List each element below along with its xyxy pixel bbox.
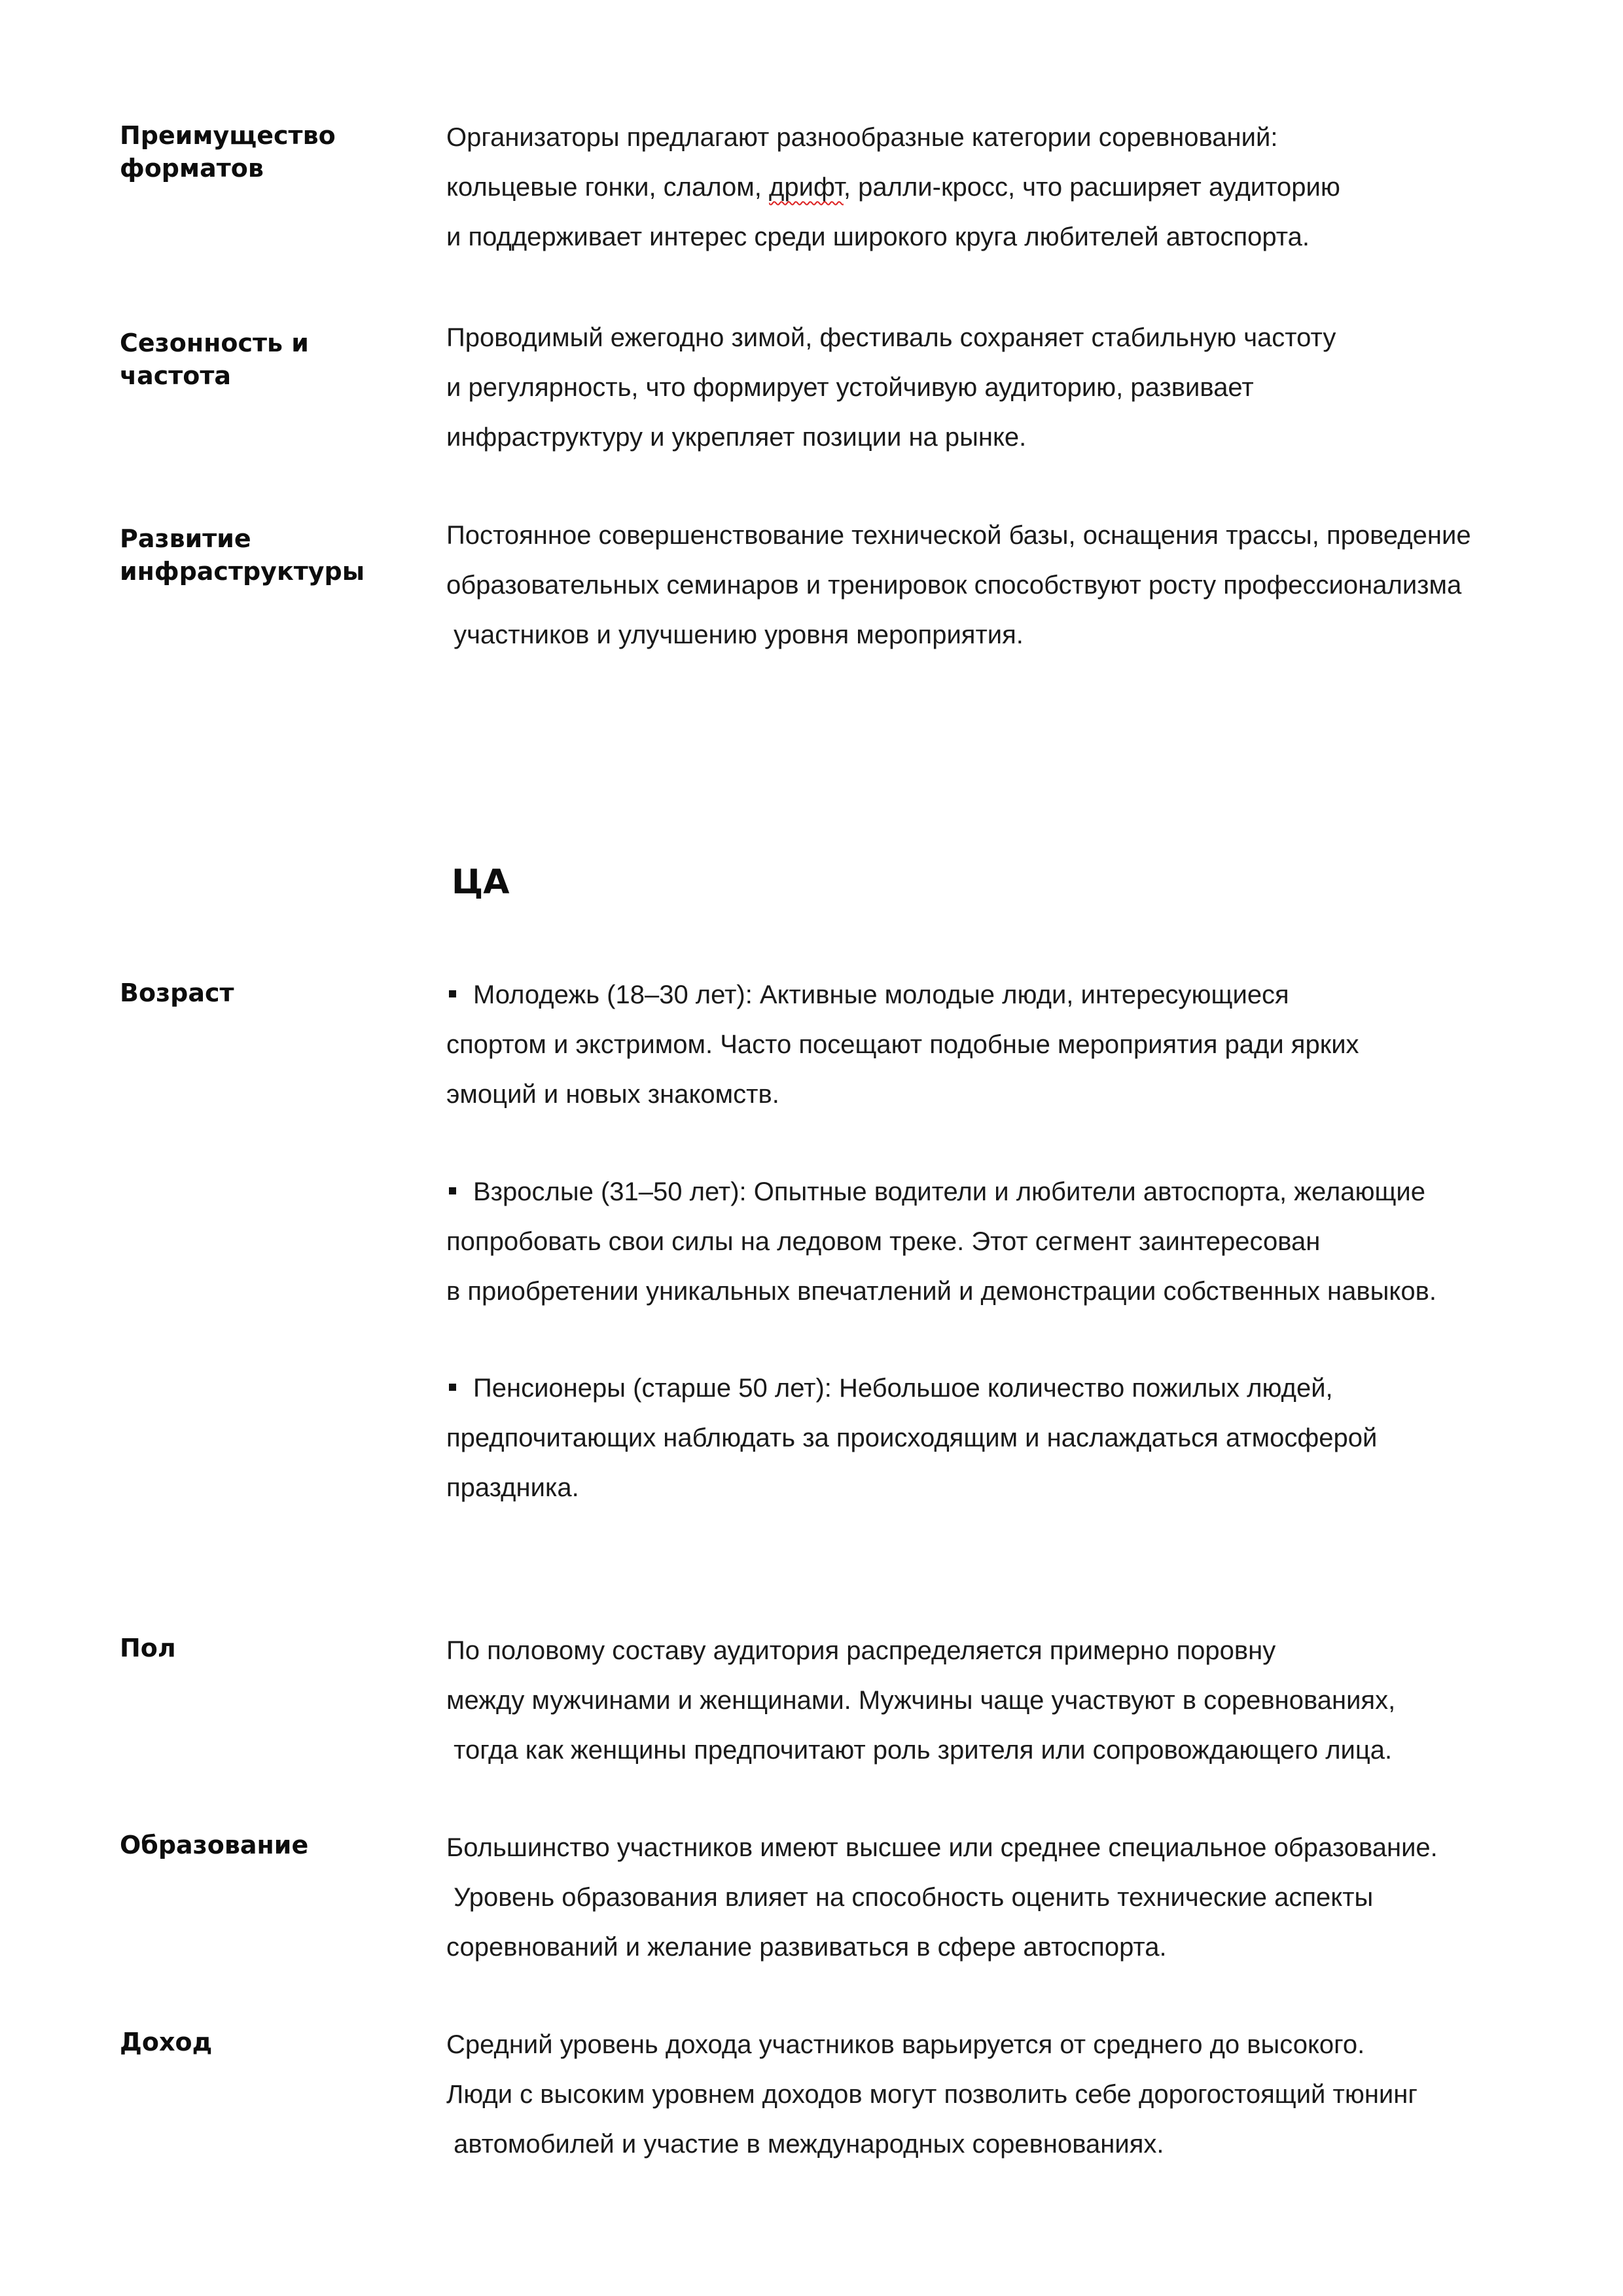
text-line: Уровень образования влияет на способность оценить технические аспекты (446, 1883, 1374, 1912)
label-infrastructure: Развитие инфраструктуры (120, 524, 365, 586)
label-education: Образование (120, 1831, 309, 1859)
text-formats-advantage (446, 113, 1598, 262)
age-bullet-seniors (446, 1363, 1598, 1513)
text-line: По половому составу аудитория распределяется примерно поровну (446, 1636, 1276, 1665)
text-line: автомобилей и участие в международных соревнованиях. (446, 2130, 1164, 2159)
bullet-square-icon (449, 990, 456, 997)
text-infrastructure (446, 511, 1598, 660)
text-line: и поддерживает интерес среди широкого круга любителей автоспорта. (446, 223, 1310, 251)
text-fragment: Пенсионеры (старше 50 лет): Небольшое количество пожилых людей, (473, 1374, 1333, 1403)
text-fragment: кольцевые гонки, слалом, (446, 173, 770, 202)
age-bullet-youth (446, 970, 1598, 1119)
text-education (446, 1823, 1598, 1972)
text-income (446, 2020, 1598, 2169)
text-line: спортом и экстримом. Часто посещают подобные мероприятия ради ярких (446, 1030, 1359, 1059)
text-fragment: Молодежь (18–30 лет): Активные молодые люди, интересующиеся (473, 980, 1289, 1009)
bullet-line (446, 1363, 1598, 1413)
age-bullet-adults (446, 1167, 1598, 1316)
label-seasonality: Сезонность и частота (120, 329, 309, 390)
text-line: Проводимый ежегодно зимой, фестиваль сохраняет стабильную частоту (446, 323, 1336, 352)
label-income: Доход (120, 2028, 213, 2056)
text-line: и регулярность, что формирует устойчивую аудиторию, развивает (446, 373, 1254, 402)
text-line: предпочитающих наблюдать за происходящим и наслаждаться атмосферой (446, 1424, 1378, 1452)
bullet-square-icon (449, 1187, 456, 1194)
text-line: участников и улучшению уровня мероприятия. (446, 620, 1024, 649)
text-line: соревнований и желание развиваться в сфере автоспорта. (446, 1933, 1167, 1962)
spellcheck-flagged-word: дрифт (769, 173, 844, 202)
text-line: попробовать свои силы на ледовом треке. Этот сегмент заинтересован (446, 1227, 1321, 1256)
text-line: эмоций и новых знакомств. (446, 1080, 779, 1109)
text-line: в приобретении уникальных впечатлений и демонстрации собственных навыков. (446, 1277, 1436, 1306)
label-gender: Пол (120, 1634, 176, 1662)
text-line: образовательных семинаров и тренировок способствуют росту профессионализма (446, 571, 1462, 600)
text-line: Организаторы предлагают разнообразные категории соревнований: (446, 123, 1278, 152)
text-line: Большинство участников имеют высшее или среднее специальное образование. (446, 1833, 1438, 1862)
text-line: Средний уровень дохода участников варьируется от среднего до высокого. (446, 2030, 1365, 2059)
text-gender (446, 1626, 1598, 1775)
text-line: Люди с высоким уровнем доходов могут позволить себе дорогостоящий тюнинг (446, 2080, 1418, 2109)
text-fragment: Взрослые (31–50 лет): Опытные водители и любители автоспорта, желающие (473, 1177, 1425, 1206)
label-formats-advantage: Преимущество форматов (120, 121, 336, 183)
text-line: Постоянное совершенствование технической базы, оснащения трассы, проведение (446, 521, 1471, 550)
section-heading-target-audience: ЦА (452, 863, 510, 902)
text-line: праздника. (446, 1473, 579, 1502)
text-line-with-misspelling (446, 162, 1598, 212)
bullet-line (446, 970, 1598, 1020)
label-age: Возраст (120, 978, 234, 1007)
bullet-line (446, 1167, 1598, 1217)
text-seasonality (446, 313, 1598, 462)
text-line: инфраструктуру и укрепляет позиции на рынке. (446, 423, 1027, 452)
bullet-square-icon (449, 1384, 456, 1391)
text-line: тогда как женщины предпочитают роль зрителя или сопровождающего лица. (446, 1736, 1393, 1765)
text-line: между мужчинами и женщинами. Мужчины чаще участвуют в соревнованиях, (446, 1686, 1396, 1715)
text-fragment: , ралли-кросс, что расширяет аудиторию (843, 173, 1340, 202)
